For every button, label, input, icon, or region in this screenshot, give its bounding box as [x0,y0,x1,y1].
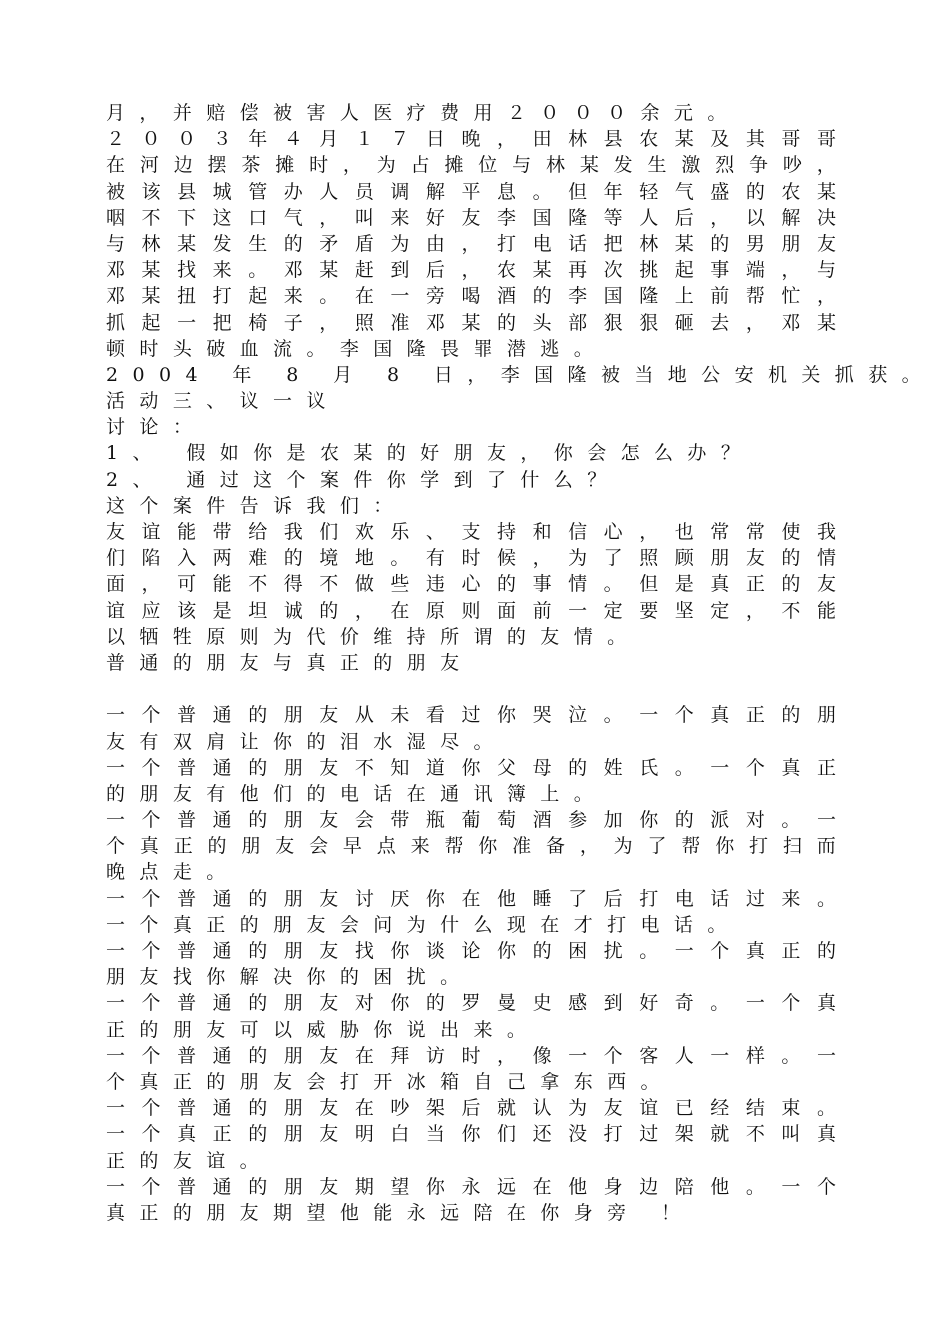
text-line: 顿 时 头 破 血 流 。 李 国 隆 畏 罪 潜 逃 。 [106,337,593,360]
text-line: 与 林 某 发 生 的 矛 盾 为 由 ， 打 电 话 把 林 某 的 男 朋 友 [106,232,836,255]
text-line: 一 个 真 正 的 朋 友 明 白 当 你 们 还 没 打 过 架 就 不 叫 真 [106,1123,836,1146]
text-line: 友 有 双 肩 让 你 的 泪 水 湿 尽 。 [106,730,493,753]
text-line: 谊 应 该 是 坦 诚 的 ， 在 原 则 面 前 一 定 要 坚 定 ， 不 能 [106,599,836,622]
text-line: 月 ， 并 赔 偿 被 害 人 医 疗 费 用 ２ ０ ０ ０ 余 元 。 [106,102,727,124]
text-line: 2 、 通 过 这 个 案 件 你 学 到 了 什 么 ？ [106,468,607,491]
text-line: 1 、 假 如 你 是 农 某 的 好 朋 友 ， 你 会 怎 么 办 ？ [106,442,740,465]
text-line: 一 个 普 通 的 朋 友 在 拜 访 时 ， 像 一 个 客 人 一 样 。 一 [106,1044,836,1067]
text-line: 一 个 普 通 的 朋 友 不 知 道 你 父 母 的 姓 氏 。 一 个 真 正 [106,756,836,779]
text-line: 邓 某 找 来 。 邓 某 赶 到 后 ， 农 某 再 次 挑 起 事 端 ， 与 [106,259,836,282]
text-line: 在 河 边 摆 茶 摊 时 ， 为 占 摊 位 与 林 某 发 生 激 烈 争 吵 ， [106,154,836,177]
text-line: 这 个 案 件 告 诉 我 们 ： [106,494,393,517]
text-line: 一 个 普 通 的 朋 友 讨 厌 你 在 他 睡 了 后 打 电 话 过 来 。 [106,887,836,910]
text-line: 朋 友 找 你 解 决 你 的 困 扰 。 [106,966,460,989]
text-line: 以 牺 牲 原 则 为 代 价 维 持 所 谓 的 友 情 。 [106,625,627,648]
text-line: 一 个 普 通 的 朋 友 期 望 你 永 远 在 他 身 边 陪 他 。 一 个 [106,1175,836,1198]
text-line: 普 通 的 朋 友 与 真 正 的 朋 友 [106,651,460,674]
text-line: 友 谊 能 带 给 我 们 欢 乐 、 支 持 和 信 心 ， 也 常 常 使 我 [106,521,836,543]
text-line: 面 ， 可 能 不 得 不 做 些 违 心 的 事 情 。 但 是 真 正 的 友 [106,573,836,596]
text-line: 的 朋 友 有 他 们 的 电 话 在 通 讯 簿 上 。 [106,782,593,805]
text-line: 讨 论 ： [106,416,192,439]
text-line: 个 真 正 的 朋 友 会 早 点 来 帮 你 准 备 ， 为 了 帮 你 打 扫 而 [106,835,836,858]
text-line: 们 陷 入 两 难 的 境 地 。 有 时 候 ， 为 了 照 顾 朋 友 的 情 [106,547,836,570]
text-line: 正 的 友 谊 。 [106,1149,259,1172]
text-line: 邓 某 扭 打 起 来 。 在 一 旁 喝 酒 的 李 国 隆 上 前 帮 忙 ， [106,285,836,308]
text-line: 个 真 正 的 朋 友 会 打 开 冰 箱 自 己 拿 东 西 。 [106,1070,660,1093]
text-line: 一 个 普 通 的 朋 友 对 你 的 罗 曼 史 感 到 好 奇 。 一 个 真 [106,992,836,1015]
text-line: 抓 起 一 把 椅 子 ， 照 准 邓 某 的 头 部 狠 狠 砸 去 ， 邓 某 [106,311,836,334]
text-line: 2 0 0 4 年 8 月 8 日 ， 李 国 隆 被 当 地 公 安 机 关 抓 获 。 [106,363,921,386]
text-line: 一 个 真 正 的 朋 友 会 问 为 什 么 现 在 才 打 电 话 。 [106,913,727,936]
text-line: 正 的 朋 友 可 以 威 胁 你 说 出 来 。 [106,1018,526,1041]
text-line: 咽 不 下 这 口 气 ， 叫 来 好 友 李 国 隆 等 人 后 ， 以 解 决 [106,206,836,229]
text-line: 活 动 三 、 议 一 议 [106,390,326,413]
document-page [106,100,921,1226]
text-line [106,676,836,702]
text-line: 晚 点 走 。 [106,861,226,884]
text-line: 真 正 的 朋 友 期 望 他 能 永 远 陪 在 你 身 旁 ！ [106,1201,680,1224]
text-line: 一 个 普 通 的 朋 友 从 未 看 过 你 哭 泣 。 一 个 真 正 的 朋 [106,704,836,727]
text-line: 一 个 普 通 的 朋 友 找 你 谈 论 你 的 困 扰 。 一 个 真 正 的 [106,940,836,962]
text-line: ２ ０ ０ ３ 年 ４ 月 １ ７ 日 晚 ， 田 林 县 农 某 及 其 哥 哥 [106,128,836,151]
text-line: 一 个 普 通 的 朋 友 在 吵 架 后 就 认 为 友 谊 已 经 结 束 。 [106,1097,836,1120]
text-line: 一 个 普 通 的 朋 友 会 带 瓶 葡 萄 酒 参 加 你 的 派 对 。 一 [106,809,836,832]
text-line: 被 该 县 城 管 办 人 员 调 解 平 息 。 但 年 轻 气 盛 的 农 某 [106,180,836,203]
